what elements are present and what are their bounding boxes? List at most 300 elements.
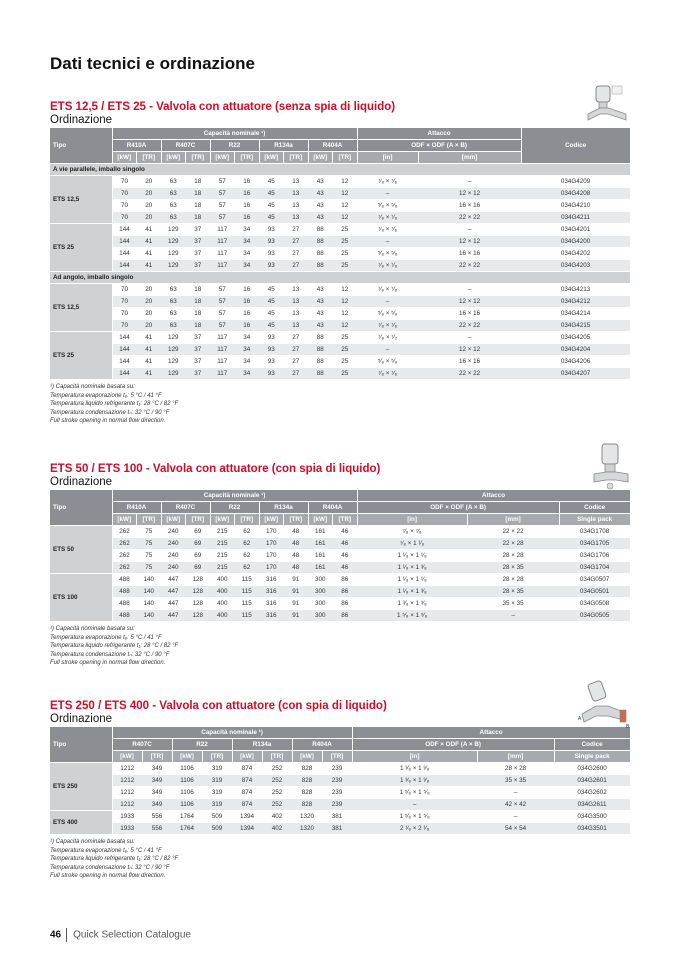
table-cell: 874: [232, 763, 262, 775]
diagram-label-b: B: [626, 724, 630, 730]
table-cell: 70: [112, 296, 137, 308]
table-cell: 41: [137, 344, 162, 356]
table-cell: 034G1708: [559, 526, 630, 538]
table-cell: 28 × 28: [467, 574, 559, 586]
group-label: ETS 400: [50, 811, 112, 835]
header-cell: Codice: [559, 502, 630, 514]
table-cell: 262: [112, 562, 137, 574]
table-cell: 70: [112, 200, 137, 212]
table-row: [50, 586, 630, 598]
table-cell: 252: [262, 763, 292, 775]
table-cell: 034G3501: [554, 823, 630, 835]
table-cell: 48: [284, 562, 309, 574]
table-cell: ⁵⁄₈ × ⁵⁄₈: [357, 248, 418, 260]
table-cell: 349: [142, 787, 172, 799]
table-cell: 20: [137, 176, 162, 188]
table-cell: 37: [186, 260, 211, 272]
unit-cell: Single pack: [554, 751, 630, 763]
table-cell: 129: [161, 224, 186, 236]
table-cell: 300: [308, 586, 333, 598]
unit-cell: Single pack: [559, 514, 630, 526]
table-cell: 034G4201: [521, 224, 630, 236]
table-cell: 239: [322, 763, 352, 775]
table-cell: 41: [137, 260, 162, 272]
table-cell: 22 × 22: [418, 260, 521, 272]
table-cell: 20: [137, 320, 162, 332]
table-cell: 54 × 54: [477, 823, 554, 835]
table-cell: 86: [333, 598, 358, 610]
table-cell: 69: [186, 562, 211, 574]
unit-cell: [kW]: [292, 751, 322, 763]
table-cell: 1 ¹⁄₈ × 1 ³⁄₈: [357, 562, 467, 574]
table-cell: –: [418, 332, 521, 344]
table-row: [50, 763, 630, 775]
header-cell: Attacco: [357, 128, 521, 140]
table-cell: 16: [235, 308, 260, 320]
table-cell: 22 × 22: [418, 212, 521, 224]
table-row: [50, 176, 630, 188]
table-cell: 1 ¹⁄₈ × 1 ¹⁄₈: [357, 550, 467, 562]
unit-cell: [kW]: [232, 751, 262, 763]
unit-cell: [kW]: [112, 152, 137, 164]
table-cell: 37: [186, 344, 211, 356]
table-cell: 262: [112, 526, 137, 538]
table-cell: 27: [284, 368, 309, 380]
header-cell: Attacco: [352, 727, 630, 739]
table-cell: 93: [259, 224, 284, 236]
note-line: Full stroke opening in normal flow direction.: [50, 418, 166, 424]
group-label: ETS 100: [50, 574, 112, 622]
table-cell: 140: [137, 610, 162, 622]
table-cell: 117: [210, 344, 235, 356]
table-cell: 1 ³⁄₈ × 1 ³⁄₈: [352, 775, 477, 787]
unit-cell: [kW]: [308, 152, 333, 164]
table-cell: 034G4203: [521, 260, 630, 272]
unit-cell: [TR]: [262, 751, 292, 763]
table-row: [50, 188, 630, 200]
note-line: Temperatura liquido refrigerante t₁: 28 °C / 82 °F: [50, 401, 179, 407]
unit-cell: [kW]: [210, 152, 235, 164]
table-row: [50, 574, 630, 586]
table-cell: 400: [210, 598, 235, 610]
table-cell: 41: [137, 236, 162, 248]
header-cell: Capacità nominale ¹): [112, 490, 357, 502]
table-row: [50, 610, 630, 622]
table-row: [50, 296, 630, 308]
table-cell: 45: [259, 200, 284, 212]
table-cell: 488: [112, 610, 137, 622]
unit-cell: [kW]: [172, 751, 202, 763]
table-cell: 34: [235, 332, 260, 344]
table-row: [50, 332, 630, 344]
table-cell: 1 ⁵⁄₈ × 1 ⁵⁄₈: [352, 811, 477, 823]
footnotes: [50, 383, 630, 426]
band-label: Ad angolo, imballo singolo: [50, 272, 630, 284]
table-cell: 349: [142, 775, 172, 787]
table-cell: 319: [202, 787, 232, 799]
header-cell: R404A: [308, 502, 357, 514]
table-cell: 252: [262, 799, 292, 811]
table-cell: 37: [186, 224, 211, 236]
table-cell: 1212: [112, 799, 142, 811]
table-cell: 1933: [112, 811, 142, 823]
footnotes: [50, 838, 630, 881]
note-line: Temperatura condensazione tₙ: 32 °C / 90 °F: [50, 651, 170, 658]
table-cell: 48: [284, 526, 309, 538]
table-cell: 144: [112, 236, 137, 248]
table-cell: 69: [186, 526, 211, 538]
table-cell: –: [357, 344, 418, 356]
unit-cell: [TR]: [202, 751, 232, 763]
table-cell: 88: [308, 332, 333, 344]
table-cell: 129: [161, 332, 186, 344]
table-cell: 20: [137, 284, 162, 296]
table-cell: 57: [210, 176, 235, 188]
table-cell: 12: [333, 308, 358, 320]
table-cell: 20: [137, 200, 162, 212]
table-cell: 1 ¹⁄₈ × 1 ¹⁄₈: [357, 574, 467, 586]
table-cell: 12: [333, 176, 358, 188]
table-cell: 1320: [292, 823, 322, 835]
table-cell: 16 × 16: [418, 248, 521, 260]
table-cell: 34: [235, 248, 260, 260]
table-cell: 43: [308, 320, 333, 332]
table-cell: 63: [161, 320, 186, 332]
unit-cell: [TR]: [142, 751, 172, 763]
unit-cell: [kW]: [161, 152, 186, 164]
table-cell: 316: [259, 574, 284, 586]
table-cell: 874: [232, 787, 262, 799]
table-cell: 34: [235, 368, 260, 380]
table-cell: 63: [161, 188, 186, 200]
table-cell: –: [352, 799, 477, 811]
table-cell: ⁵⁄₈ × ⁵⁄₈: [357, 200, 418, 212]
table-cell: 034G2601: [554, 775, 630, 787]
table-cell: 12: [333, 188, 358, 200]
table-cell: 509: [202, 823, 232, 835]
table-cell: 88: [308, 224, 333, 236]
group-label: ETS 50: [50, 526, 112, 574]
table-cell: 91: [284, 598, 309, 610]
table-cell: 1394: [232, 823, 262, 835]
table-cell: 34: [235, 260, 260, 272]
unit-row: [50, 751, 630, 763]
unit-cell: [kW]: [112, 751, 142, 763]
table-cell: 86: [333, 586, 358, 598]
table-cell: 1 ³⁄₈ × 1 ³⁄₈: [357, 598, 467, 610]
table-cell: ⁷⁄₈ × ⁷⁄₈: [357, 284, 418, 296]
unit-cell: [TR]: [333, 514, 358, 526]
table-cell: 46: [333, 526, 358, 538]
table-cell: 45: [259, 212, 284, 224]
table-cell: 161: [308, 562, 333, 574]
band-label: A vie parallele, imballo singolo: [50, 164, 630, 176]
table-cell: 170: [259, 562, 284, 574]
table-cell: 18: [186, 176, 211, 188]
table-cell: 828: [292, 763, 322, 775]
table-cell: 447: [161, 598, 186, 610]
table-cell: 874: [232, 799, 262, 811]
table-cell: ⁷⁄₈ × 1 ¹⁄₈: [357, 538, 467, 550]
table-cell: 115: [235, 610, 260, 622]
note-line: Temperatura evaporazione tₑ: 5 °C / 41 °F: [50, 392, 162, 399]
table-cell: 034G2611: [554, 799, 630, 811]
table-cell: 25: [333, 260, 358, 272]
table-cell: 25: [333, 344, 358, 356]
header-cell: R22: [210, 140, 259, 152]
table-cell: 57: [210, 284, 235, 296]
table-cell: 57: [210, 200, 235, 212]
table-cell: 240: [161, 562, 186, 574]
table-cell: 41: [137, 356, 162, 368]
table-cell: 41: [137, 332, 162, 344]
section-ets-250-400: [50, 700, 630, 881]
table-cell: 128: [186, 586, 211, 598]
table-cell: 12: [333, 284, 358, 296]
table-cell: 12 × 12: [418, 188, 521, 200]
table-cell: 12 × 12: [418, 296, 521, 308]
table-cell: 034G4207: [521, 368, 630, 380]
table-cell: 349: [142, 763, 172, 775]
table-cell: 1106: [172, 763, 202, 775]
table-cell: 034G0508: [559, 598, 630, 610]
table-cell: 25: [333, 224, 358, 236]
header-cell: Tipo: [50, 727, 112, 763]
unit-row: [50, 514, 630, 526]
table-cell: 45: [259, 284, 284, 296]
table-cell: 034G1705: [559, 538, 630, 550]
table-cell: 034G4212: [521, 296, 630, 308]
footer-divider: [66, 928, 67, 942]
table-cell: 1764: [172, 823, 202, 835]
table-cell: –: [477, 811, 554, 823]
table-cell: 37: [186, 236, 211, 248]
header-cell: R22: [210, 502, 259, 514]
unit-cell: [kW]: [259, 152, 284, 164]
table-cell: 488: [112, 598, 137, 610]
table-cell: –: [477, 787, 554, 799]
table-cell: 034G0501: [559, 586, 630, 598]
table-cell: 91: [284, 574, 309, 586]
table-cell: 215: [210, 562, 235, 574]
table-cell: 144: [112, 332, 137, 344]
table-cell: 93: [259, 260, 284, 272]
table-cell: 62: [235, 526, 260, 538]
table-cell: 16 × 16: [418, 356, 521, 368]
table-cell: 1320: [292, 811, 322, 823]
table-cell: 22 × 22: [418, 320, 521, 332]
table-cell: 22 × 22: [418, 368, 521, 380]
table-cell: ⁷⁄₈ × ⁷⁄₂: [357, 332, 418, 344]
table-cell: 2 ¹⁄₈ × 2 ¹⁄₈: [352, 823, 477, 835]
table-cell: 316: [259, 610, 284, 622]
table-cell: 34: [235, 344, 260, 356]
table-cell: 43: [308, 308, 333, 320]
table-cell: 34: [235, 224, 260, 236]
table-cell: 16 × 16: [418, 200, 521, 212]
table-cell: 13: [284, 176, 309, 188]
table-cell: 70: [112, 284, 137, 296]
table-cell: 22 × 28: [467, 538, 559, 550]
table-cell: –: [418, 284, 521, 296]
table-cell: 91: [284, 610, 309, 622]
table-cell: 43: [308, 296, 333, 308]
table-row: [50, 538, 630, 550]
unit-cell: [TR]: [137, 514, 162, 526]
table-cell: 13: [284, 200, 309, 212]
table-cell: ⁷⁄₈ × ⁷⁄₈: [357, 212, 418, 224]
table-cell: 63: [161, 212, 186, 224]
note-line: Temperatura liquido refrigerante t₁: 28 °C / 82 °F: [50, 856, 179, 862]
header-cell: Codice: [554, 739, 630, 751]
table-cell: 447: [161, 574, 186, 586]
header-cell: R134a: [259, 140, 308, 152]
table-cell: 252: [262, 775, 292, 787]
table-cell: 34: [235, 236, 260, 248]
table-row: [50, 344, 630, 356]
table-cell: 1764: [172, 811, 202, 823]
note-line: ¹) Capacità nominale basata su:: [50, 384, 135, 390]
unit-cell: [TR]: [284, 152, 309, 164]
unit-cell: [in]: [352, 751, 477, 763]
unit-cell: [in]: [357, 514, 467, 526]
table-cell: 25: [333, 368, 358, 380]
unit-cell: [TR]: [137, 152, 162, 164]
header-cell: ODF × ODF (A × B): [357, 140, 521, 152]
section-ets-12-25: [50, 101, 630, 426]
table-cell: 447: [161, 610, 186, 622]
table-cell: 115: [235, 586, 260, 598]
table-cell: 28 × 28: [477, 763, 554, 775]
table-row: [50, 260, 630, 272]
table-cell: 27: [284, 224, 309, 236]
table-cell: 37: [186, 248, 211, 260]
table-cell: 20: [137, 296, 162, 308]
table-cell: 316: [259, 586, 284, 598]
header-cell: R407C: [161, 140, 210, 152]
table-cell: 161: [308, 526, 333, 538]
table-cell: 34: [235, 356, 260, 368]
table-cell: 117: [210, 248, 235, 260]
table-cell: 556: [142, 823, 172, 835]
table-cell: 63: [161, 200, 186, 212]
table-cell: 13: [284, 296, 309, 308]
table-cell: 144: [112, 368, 137, 380]
table-row: [50, 248, 630, 260]
table-cell: 034G2602: [554, 787, 630, 799]
table-cell: 46: [333, 538, 358, 550]
table-cell: 18: [186, 188, 211, 200]
table-cell: 63: [161, 296, 186, 308]
table-cell: 12: [333, 200, 358, 212]
table-cell: 43: [308, 188, 333, 200]
table-cell: 300: [308, 574, 333, 586]
table-row: [50, 526, 630, 538]
table-cell: 034G4214: [521, 308, 630, 320]
table-cell: 70: [112, 212, 137, 224]
section-title: ETS 50 / ETS 100 - Valvola con attuatore (con spia di liquido): [50, 463, 381, 475]
table-cell: 18: [186, 308, 211, 320]
table-cell: 034G1706: [559, 550, 630, 562]
table-cell: 1 ⁵⁄₈ × 1 ⁵⁄₈: [352, 787, 477, 799]
table-cell: 556: [142, 811, 172, 823]
table-cell: 12: [333, 212, 358, 224]
table-cell: 1 ³⁄₈ × 1 ³⁄₈: [352, 763, 477, 775]
table-cell: 25: [333, 332, 358, 344]
table-cell: 27: [284, 260, 309, 272]
table-cell: 240: [161, 526, 186, 538]
table-cell: 349: [142, 799, 172, 811]
page-number: 46: [50, 929, 62, 941]
note-line: Temperatura condensazione tₙ: 32 °C / 90 °F: [50, 409, 170, 416]
table-cell: 034G4208: [521, 188, 630, 200]
table-cell: 215: [210, 526, 235, 538]
header-cell: ODF × ODF (A × B): [357, 502, 559, 514]
group-label: ETS 12,5: [50, 176, 112, 224]
table-row: [50, 200, 630, 212]
table-cell: 144: [112, 224, 137, 236]
table-cell: 252: [262, 787, 292, 799]
table-cell: 129: [161, 368, 186, 380]
section-subtitle: Ordinazione: [50, 476, 113, 488]
table-cell: 117: [210, 368, 235, 380]
table-cell: 43: [308, 284, 333, 296]
table-cell: 828: [292, 799, 322, 811]
table-row: [50, 308, 630, 320]
unit-cell: [kW]: [308, 514, 333, 526]
header-cell: R404A: [292, 739, 352, 751]
table-cell: 43: [308, 200, 333, 212]
table-cell: 319: [202, 775, 232, 787]
table-cell: 034G3500: [554, 811, 630, 823]
table-cell: 48: [284, 538, 309, 550]
table-cell: 215: [210, 550, 235, 562]
table-cell: 144: [112, 344, 137, 356]
table-cell: 18: [186, 212, 211, 224]
table-cell: 27: [284, 332, 309, 344]
table-cell: 57: [210, 308, 235, 320]
table-cell: 140: [137, 598, 162, 610]
table-cell: 262: [112, 538, 137, 550]
table-cell: ⁷⁄₈ × ⁷⁄₈: [357, 368, 418, 380]
header-cell: R404A: [308, 140, 357, 152]
table-cell: 16 × 16: [418, 308, 521, 320]
table-cell: 300: [308, 598, 333, 610]
table-cell: 88: [308, 248, 333, 260]
table-cell: 93: [259, 356, 284, 368]
table-cell: 45: [259, 176, 284, 188]
table-cell: 41: [137, 368, 162, 380]
table-cell: 13: [284, 308, 309, 320]
table-cell: 62: [235, 550, 260, 562]
table-cell: 129: [161, 248, 186, 260]
section-title: ETS 12,5 / ETS 25 - Valvola con attuatore (senza spia di liquido): [50, 101, 396, 113]
table-cell: 239: [322, 787, 352, 799]
table-cell: 034G4204: [521, 344, 630, 356]
table-cell: 69: [186, 538, 211, 550]
table-cell: 1106: [172, 787, 202, 799]
table-cell: 239: [322, 775, 352, 787]
table-cell: 70: [112, 188, 137, 200]
table-cell: 69: [186, 550, 211, 562]
table-cell: 161: [308, 550, 333, 562]
table-row: [50, 811, 630, 823]
table-row: [50, 236, 630, 248]
table-cell: 93: [259, 368, 284, 380]
header-cell: R410A: [112, 140, 161, 152]
table-cell: 25: [333, 248, 358, 260]
table-cell: 18: [186, 200, 211, 212]
